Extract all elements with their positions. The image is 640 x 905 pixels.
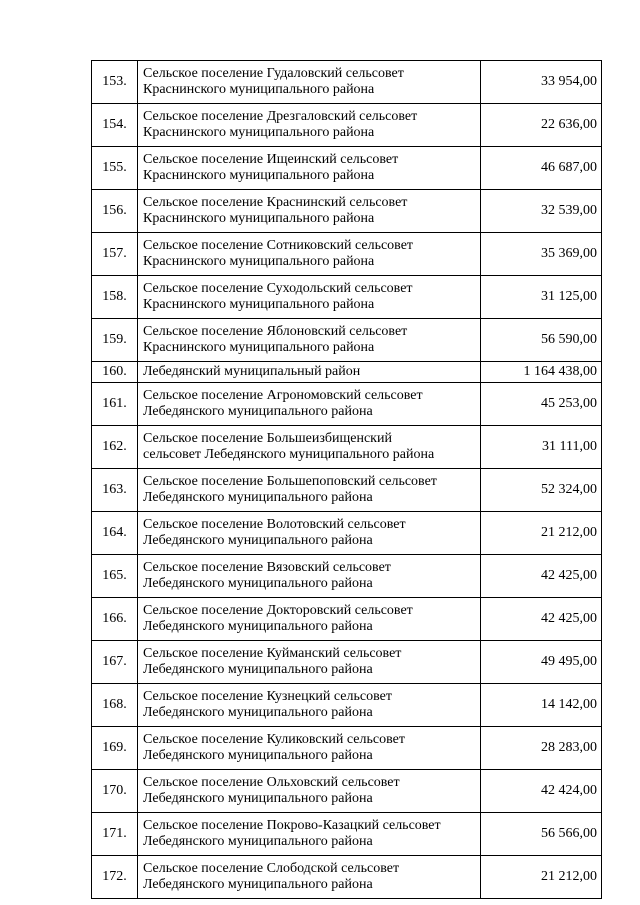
amount-cell: 31 111,00 [481,426,602,469]
row-number: 157. [92,233,138,276]
document-page [91,60,601,899]
amount-cell: 28 283,00 [481,727,602,770]
settlement-name [138,770,481,813]
table-row [92,383,602,426]
settlement-name [138,469,481,512]
table-row [92,469,602,512]
amount-cell: 33 954,00 [481,61,602,104]
settlement-name-line: Лебедянского муниципального района [143,576,373,591]
settlement-name [138,362,481,383]
table-row [92,813,602,856]
settlement-name-line: Сельское поселение Краснинский сельсовет [143,195,408,210]
settlement-name-line: Лебедянский муниципальный район [143,364,361,379]
amount-cell: 42 425,00 [481,598,602,641]
table-row [92,770,602,813]
amount-cell: 42 424,00 [481,770,602,813]
settlement-name-line: Сельское поселение Куйманский сельсовет [143,646,402,661]
table-row [92,190,602,233]
settlement-name [138,598,481,641]
settlement-name-line: Сельское поселение Агрономовский сельсовет [143,388,423,403]
settlement-name-line: Лебедянского муниципального района [143,834,373,849]
row-number: 154. [92,104,138,147]
settlement-name-line: Краснинского муниципального района [143,168,375,183]
settlement-name-line: Сельское поселение Кузнецкий сельсовет [143,689,392,704]
row-number: 165. [92,555,138,598]
table-row [92,319,602,362]
settlement-name [138,684,481,727]
amount-cell: 21 212,00 [481,512,602,555]
table-row [92,555,602,598]
settlement-name [138,319,481,362]
settlement-name-line: Лебедянского муниципального района [143,662,373,677]
amount-cell: 32 539,00 [481,190,602,233]
row-number: 161. [92,383,138,426]
settlement-name-line: Сельское поселение Волотовский сельсовет [143,517,406,532]
settlements-table [91,60,602,899]
table-row [92,641,602,684]
row-number: 158. [92,276,138,319]
table-row [92,598,602,641]
amount-cell: 35 369,00 [481,233,602,276]
settlement-name [138,727,481,770]
settlement-name-line: Сельское поселение Яблоновский сельсовет [143,324,408,339]
settlement-name-line: Сельское поселение Покрово-Казацкий сельсовет [143,818,441,833]
row-number: 166. [92,598,138,641]
amount-cell: 42 425,00 [481,555,602,598]
row-number: 153. [92,61,138,104]
settlement-name [138,104,481,147]
table-row [92,856,602,899]
settlement-name [138,555,481,598]
table-row [92,233,602,276]
table-row [92,362,602,383]
row-number: 156. [92,190,138,233]
settlement-name-line: Лебедянского муниципального района [143,748,373,763]
settlement-name-line: Сельское поселение Слободской сельсовет [143,861,400,876]
settlement-name [138,383,481,426]
amount-cell: 1 164 438,00 [481,362,602,383]
settlement-name-line: сельсовет Лебедянского муниципального района [143,447,435,462]
settlement-name-line: Сельское поселение Большеизбищенский [143,431,392,446]
row-number: 160. [92,362,138,383]
row-number: 164. [92,512,138,555]
settlement-name-line: Лебедянского муниципального района [143,877,373,892]
table-row [92,727,602,770]
settlement-name-line: Краснинского муниципального района [143,254,375,269]
amount-cell: 46 687,00 [481,147,602,190]
amount-cell: 49 495,00 [481,641,602,684]
settlement-name-line: Краснинского муниципального района [143,340,375,355]
amount-cell: 52 324,00 [481,469,602,512]
settlement-name [138,512,481,555]
settlement-name-line: Краснинского муниципального района [143,297,375,312]
settlement-name [138,276,481,319]
row-number: 169. [92,727,138,770]
settlement-name [138,61,481,104]
settlement-name [138,641,481,684]
settlement-name [138,426,481,469]
settlement-name-line: Краснинского муниципального района [143,211,375,226]
row-number: 155. [92,147,138,190]
settlement-name [138,147,481,190]
settlement-name-line: Сельское поселение Куликовский сельсовет [143,732,405,747]
amount-cell: 22 636,00 [481,104,602,147]
row-number: 162. [92,426,138,469]
settlement-name [138,233,481,276]
settlement-name-line: Сельское поселение Суходольский сельсовет [143,281,413,296]
settlement-name-line: Лебедянского муниципального района [143,533,373,548]
amount-cell: 21 212,00 [481,856,602,899]
settlement-name-line: Лебедянского муниципального района [143,791,373,806]
row-number: 168. [92,684,138,727]
table-row [92,512,602,555]
row-number: 163. [92,469,138,512]
settlement-name-line: Сельское поселение Ищеинский сельсовет [143,152,399,167]
row-number: 159. [92,319,138,362]
settlement-name [138,856,481,899]
table-row [92,104,602,147]
settlement-name [138,813,481,856]
settlement-name-line: Сельское поселение Сотниковский сельсовет [143,238,414,253]
table-row [92,426,602,469]
settlement-name-line: Краснинского муниципального района [143,82,375,97]
table-row [92,684,602,727]
row-number: 171. [92,813,138,856]
table-row [92,147,602,190]
settlement-name-line: Сельское поселение Вязовский сельсовет [143,560,391,575]
settlement-name-line: Лебедянского муниципального района [143,490,373,505]
amount-cell: 31 125,00 [481,276,602,319]
amount-cell: 14 142,00 [481,684,602,727]
settlement-name-line: Лебедянского муниципального района [143,705,373,720]
row-number: 167. [92,641,138,684]
table-row [92,61,602,104]
settlement-name [138,190,481,233]
settlement-name-line: Краснинского муниципального района [143,125,375,140]
settlement-name-line: Лебедянского муниципального района [143,619,373,634]
amount-cell: 56 566,00 [481,813,602,856]
row-number: 170. [92,770,138,813]
settlement-name-line: Сельское поселение Дрезгаловский сельсовет [143,109,418,124]
amount-cell: 45 253,00 [481,383,602,426]
settlement-name-line: Лебедянского муниципального района [143,404,373,419]
settlement-name-line: Сельское поселение Гудаловский сельсовет [143,66,404,81]
settlement-name-line: Сельское поселение Большепоповский сельсовет [143,474,437,489]
settlement-name-line: Сельское поселение Докторовский сельсовет [143,603,413,618]
amount-cell: 56 590,00 [481,319,602,362]
row-number: 172. [92,856,138,899]
settlement-name-line: Сельское поселение Ольховский сельсовет [143,775,400,790]
table-body [92,61,602,899]
table-row [92,276,602,319]
